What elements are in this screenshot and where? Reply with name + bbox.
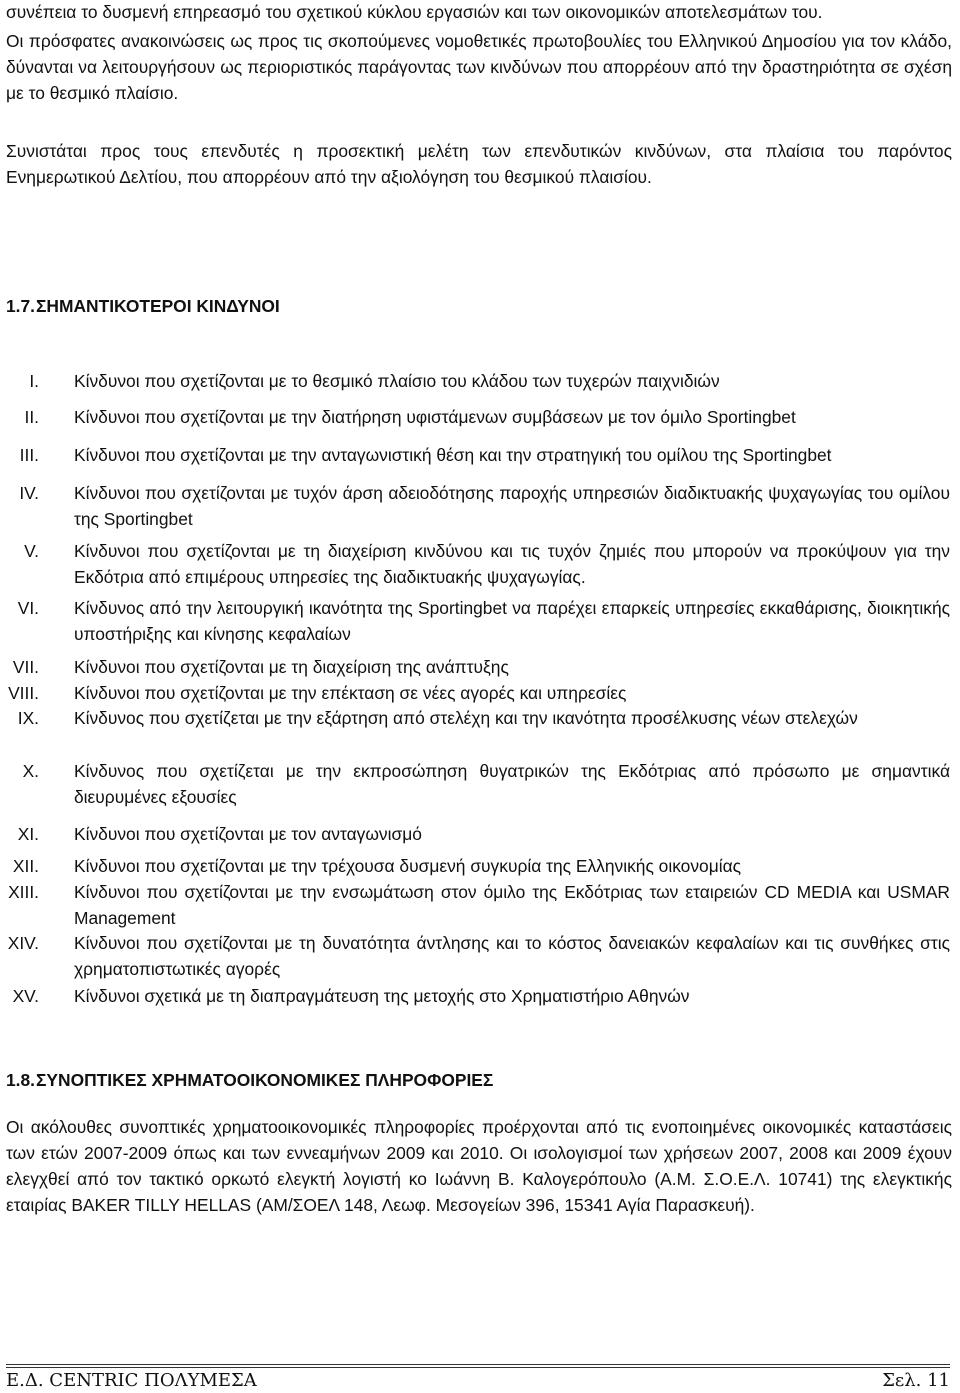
list-item-text: Κίνδυνοι που σχετίζονται με τυχόν άρση αδειοδότησης παροχής υπηρεσιών διαδικτυακής ψυχαγωγίας του ομίλου της Sportingbet [74,483,950,529]
section-number: 1.7. [6,296,36,316]
list-item-number: IV. [19,483,39,503]
financial-paragraph: Οι ακόλουθες συνοπτικές χρηματοοικονομικές πληροφορίες προέρχονται από τις ενοποιημένες οικονομικές καταστάσεις των ετών 2007-2009 όπως και των εννεαμήνων 2009 και 2010. Οι ισολογισμοί των χρήσεων 2007, 2008 και 2009 έχουν ελεγχθεί από τον τακτικό ορκωτό ελεγκτή λογιστή κο Ιωάννη Β. Καλογερόπουλο (Α.Μ. Σ.Ο.Ε.Λ. 10741) της ελεγκτικής εταιρίας BAKER TILLY HELLAS (ΑΜ/ΣΟΕΛ 148, Λεωφ. Μεσογείων 396, 15341 Αγία Παρασκευή). [6,1117,952,1215]
list-item-text: Κίνδυνος που σχετίζεται με την εκπροσώπηση θυγατρικών της Εκδότριας από πρόσωπο με σημαντικά διευρυμένες εξουσίες [74,761,950,807]
list-item-number: II. [24,407,39,427]
list-item-text: Κίνδυνος που σχετίζεται με την εξάρτηση από στελέχη και την ικανότητα προσέλκυσης νέων στελεχών [74,708,858,728]
section-title: ΣΥΝΟΠΤΙΚΕΣ ΧΡΗΜΑΤΟΟΙΚΟΝΟΜΙΚΕΣ ΠΛΗΡΟΦΟΡΙΕΣ [36,1070,494,1090]
section-title: ΣΗΜΑΝΤΙΚΟΤΕΡΟΙ ΚΙΝΔΥΝΟΙ [36,296,280,316]
list-item-number: XV. [12,986,39,1006]
list-item-text: Κίνδυνοι που σχετίζονται με τη διαχείριση κινδύνου και τις τυχόν ζημιές που μπορούν να προκύψουν για την Εκδότρια από επιμέρους υπηρεσίες της διαδικτυακής ψυχαγωγίας. [74,541,950,587]
list-item-number: VI. [17,598,39,618]
section-number: 1.8. [6,1070,36,1090]
list-item-number: V. [24,541,39,561]
section-heading-risks [6,293,280,319]
list-item-number: XIV. [7,933,39,953]
list-item-number: IX. [17,708,39,728]
intro-paragraph: Οι πρόσφατες ανακοινώσεις ως προς τις σκοπούμενες νομοθετικές πρωτοβουλίες του Ελληνικού Δημοσίου για τον κλάδο, δύνανται να λειτουργήσουν ως περιοριστικός παράγοντας των κινδύνων που απορρέουν από την δραστηριότητα σε σχέση με το θεσμικό πλαίσιο. [6,31,952,103]
list-item-text: Κίνδυνοι που σχετίζονται με την επέκταση σε νέες αγορές και υπηρεσίες [74,683,627,703]
list-item-text: Κίνδυνοι που σχετίζονται με τη δυνατότητα άντλησης και το κόστος δανειακών κεφαλαίων και τις συνθήκες στις χρηματοπιστωτικές αγορές [74,933,950,979]
footer-divider [6,1364,950,1365]
list-item-number: XII. [12,856,39,876]
intro-continuation: συνέπεια το δυσμενή επηρεασμό του σχετικού κύκλου εργασιών και των οικονομικών αποτελεσμάτων του. [6,2,823,22]
list-item-number: III. [19,445,39,465]
footer-page-number: Σελ. 11 [882,1370,950,1391]
recommendation-paragraph: Συνιστάται προς τους επενδυτές η προσεκτική μελέτη των επενδυτικών κινδύνων, στα πλαίσια του παρόντος Ενημερωτικού Δελτίου, που απορρέουν από την αξιολόγηση του θεσμικού πλαισίου. [6,141,952,187]
footer-company-name: Ε.Δ. CENTRIC ΠΟΛΥΜΕΣΑ [6,1370,257,1391]
section-heading-financial [6,1067,493,1093]
list-item-text: Κίνδυνοι που σχετίζονται με την ανταγωνιστική θέση και την στρατηγική του ομίλου της Sportingbet [74,445,832,465]
list-item-number: X. [22,761,39,781]
list-item-text: Κίνδυνοι που σχετίζονται με τη διαχείριση της ανάπτυξης [74,657,509,677]
list-item-text: Κίνδυνοι που σχετίζονται με τον ανταγωνισμό [74,824,422,844]
list-item-text: Κίνδυνοι που σχετίζονται με την διατήρηση υφιστάμενων συμβάσεων με τον όμιλο Sportingbet [74,407,796,427]
list-item-text: Κίνδυνοι που σχετίζονται με την ενσωμάτωση στον όμιλο της Εκδότριας των εταιρειών CD MEDIA και USMAR Management [74,882,950,928]
list-item-text: Κίνδυνοι σχετικά με τη διαπραγμάτευση της μετοχής στο Χρηματιστήριο Αθηνών [74,986,690,1006]
list-item-number: VII. [12,657,39,677]
list-item-number: XI. [17,824,39,844]
footer-divider-thin [6,1367,950,1368]
list-item-number: XIII. [8,882,39,902]
list-item-text: Κίνδυνος από την λειτουργική ικανότητα της Sportingbet να παρέχει επαρκείς υπηρεσίες εκκαθάρισης, διοικητικής υποστήριξης και κίνησης κεφαλαίων [74,598,950,644]
list-item-number: VIII. [8,683,39,703]
list-item-text: Κίνδυνοι που σχετίζονται με την τρέχουσα δυσμενή συγκυρία της Ελληνικής οικονομίας [74,856,742,876]
list-item-text: Κίνδυνοι που σχετίζονται με το θεσμικό πλαίσιο του κλάδου των τυχερών παιχνιδιών [74,371,720,391]
list-item-number: I. [29,371,39,391]
